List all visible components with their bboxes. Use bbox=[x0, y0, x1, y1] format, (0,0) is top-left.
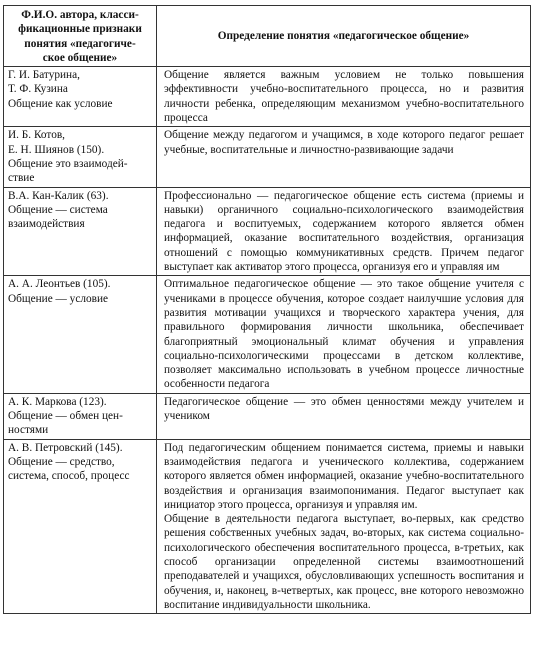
definition-cell bbox=[157, 67, 531, 127]
author-line: Общение это взаимодей- bbox=[8, 157, 128, 170]
definitions-table bbox=[3, 5, 531, 614]
author-line: А. В. Петровский (145). bbox=[8, 441, 123, 454]
author-line: Е. Н. Шиянов (150). bbox=[8, 143, 105, 156]
header-author-line: фикационные признаки bbox=[18, 23, 142, 36]
author-line: Общение как условие bbox=[8, 97, 113, 110]
author-cell bbox=[4, 393, 157, 439]
definition-paragraph: Общение между педагогом и учащимся, в ходе которого педагог решает учебные, воспитательные и личностно-развивающие задачи bbox=[164, 129, 524, 156]
author-cell bbox=[4, 67, 157, 127]
header-row bbox=[4, 6, 531, 67]
author-line: система, способ, процесс bbox=[8, 470, 130, 483]
definition-paragraph: Педагогическое общение — это обмен ценностями между учителем и учеником bbox=[164, 395, 524, 423]
table-row bbox=[4, 276, 531, 393]
definition-paragraph: Под педагогическим общением понимается система, приемы и навыки взаимодействия педагога и ученического коллектива, содержанием которого является обмен информацией, оказание учебно-воспитательного воздействия и организация взаимопонимания. Педагог выступает как инициатор этого процесса, организуя и управляя им. bbox=[164, 441, 524, 511]
definition-cell bbox=[157, 127, 531, 187]
author-line: Общение — средство, bbox=[8, 455, 115, 468]
author-line: Общение — обмен цен- bbox=[8, 410, 123, 423]
author-line: А. К. Маркова (123). bbox=[8, 395, 107, 408]
header-author-line: ское общение» bbox=[42, 51, 118, 64]
definition-cell bbox=[157, 187, 531, 276]
author-line: Общение — система bbox=[8, 203, 108, 216]
header-definition-cell: Определение понятия «педагогическое общение» bbox=[157, 6, 531, 67]
author-line: взаимодействия bbox=[8, 218, 85, 231]
definition-paragraph: Общение является важным условием не только повышения эффективности учебно-воспитательного процесса, но и развития личности ребенка, определяющим механизмом учебно-воспитательного процесса bbox=[164, 69, 524, 125]
author-cell bbox=[4, 187, 157, 276]
header-author-cell bbox=[4, 6, 157, 67]
author-line: Общение — условие bbox=[8, 292, 109, 305]
author-cell bbox=[4, 439, 157, 614]
table-row bbox=[4, 439, 531, 614]
definition-paragraph: Оптимальное педагогическое общение — это такое общение учителя с учениками в процессе обучения, которое создает наилучшие условия для развития мотивации учащихся и творческого характера учения, для правильного формирования личности школьника, обеспечивает благоприятный эмоциональный климат обучения и управления социально-психологическими процессами в детском коллективе, позволяет максимально использовать в учебном процессе личностные особенности педагога bbox=[164, 278, 524, 391]
author-line: В.А. Кан-Калик (63). bbox=[8, 189, 109, 202]
definition-cell bbox=[157, 393, 531, 439]
header-author-line: Ф.И.О. автора, класси- bbox=[21, 9, 139, 21]
table-row bbox=[4, 187, 531, 276]
table-row bbox=[4, 67, 531, 127]
definition-paragraph: Профессионально — педагогическое общение есть система (приемы и навыки) органичного социально-психологического взаимодействия педагога и воспитуемых, содержанием которого является обмен информацией, оказание воспитательного воздействия, организация отношений с помощью коммуникативных средств. Причем педагог выступает как активатор этого процесса, организуя его и управляя им bbox=[164, 189, 524, 274]
table-row bbox=[4, 127, 531, 187]
author-line: Т. Ф. Кузина bbox=[8, 83, 68, 96]
author-line: ствие bbox=[8, 172, 35, 185]
table-row bbox=[4, 393, 531, 439]
author-line: Г. И. Батурина, bbox=[8, 69, 80, 82]
definition-cell bbox=[157, 276, 531, 393]
author-cell bbox=[4, 276, 157, 393]
author-line: И. Б. Котов, bbox=[8, 129, 66, 142]
author-line: ностями bbox=[8, 424, 49, 437]
definition-cell bbox=[157, 439, 531, 614]
header-author-line: понятия «педагогиче- bbox=[24, 37, 136, 50]
definition-paragraph: Общение в деятельности педагога выступает, во-первых, как средство решения собственных учебных задач, во-вторых, как система социально-психологического обеспечения воспитательного процесса, в-третьих, как способ организации определенной системы взаимоотношений преподавателей и учащихся, обусловливающих успешность воспитания и обучения, и, наконец, в-четвертых, как процесс, вне которого невозможно воспитание индивидуальности школьника. bbox=[164, 513, 524, 611]
author-line: А. А. Леонтьев (105). bbox=[8, 278, 111, 291]
author-cell bbox=[4, 127, 157, 187]
